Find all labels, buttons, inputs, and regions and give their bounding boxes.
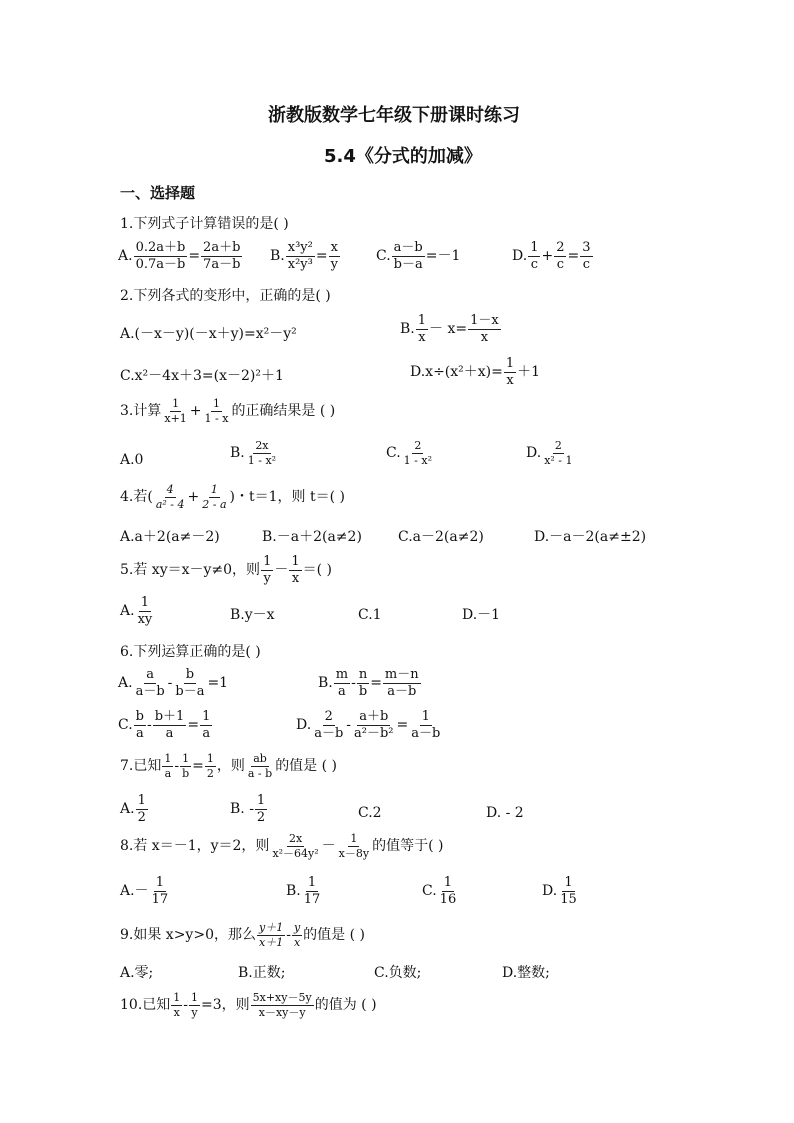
q3-option-c: C. $\frac{2}{\text{1 - x²}}$ [386, 439, 432, 467]
q5-stem: 5.若 xy＝x－y≠0，则 $\frac{1}{y}$ － $\frac{1}{x}$ ＝( ) [120, 554, 332, 586]
q8-option-b: B. $\frac{1}{17}$ [286, 875, 321, 907]
q4-option-b: B.－a＋2(a≠2) [262, 529, 362, 545]
q1-option-b: B. $\frac{\text{x³y²}}{\text{x²y³}}$ = $\frac{x}{y}$ [270, 240, 338, 272]
q9-option-b: B.正数; [238, 965, 286, 981]
q1-stem: 1.下列式子计算错误的是( ) [120, 216, 289, 232]
page-title: 浙教版数学七年级下册课时练习 [268, 105, 520, 126]
section-heading: 一、选择题 [120, 184, 196, 202]
q8-option-c: C. $\frac{1}{16}$ [422, 875, 457, 907]
q8-option-a: A.－ $\frac{1}{17}$ [120, 875, 169, 907]
q4-option-c: C.a－2(a≠2) [398, 529, 484, 545]
q5-option-d: D.－1 [462, 607, 501, 623]
q3-option-b: B. $\frac{2x}{\text{1 - x²}}$ [230, 439, 277, 467]
q4-option-d: D.－a－2(a≠±2) [534, 529, 647, 545]
q6-option-a: A. $\frac{a}{a-b}$ - $\frac{b}{b-a}$ =1 [118, 667, 229, 699]
q6-option-c: C. $\frac{b}{a}$ - $\frac{b+1}{a}$ = $\frac{1}{a}$ [118, 709, 211, 741]
q8-option-d: D. $\frac{1}{15}$ [542, 875, 577, 907]
q9-option-a: A.零; [120, 965, 154, 981]
q7-option-c: C.2 [358, 805, 382, 821]
q5-option-c: C.1 [358, 607, 382, 623]
q1-option-c: C. $\frac{a-b}{b-a}$ =－1 [376, 240, 461, 272]
q4-option-a: A.a＋2(a≠－2) [120, 529, 220, 545]
q8-stem: 8.若 x＝－1，y＝2，则 $\frac{2x}{\text{x²－64y²}}$ － $\frac{1}{x-8y}$ 的值等于( ) [120, 832, 444, 860]
q4-stem: 4.若( $\frac{4}{\text{a² - 4}}$ + $\frac{1}{2 - a}$ )・t＝1，则 t＝( ) [120, 483, 345, 511]
q3-stem: 3.计算 $\frac{1}{x+1}$ + $\frac{1}{1 - x}$ 的正确结果是 ( ) [120, 397, 336, 425]
q6-stem: 6.下列运算正确的是( ) [120, 644, 261, 660]
q2-option-d: D.x÷(x²＋x)= $\frac{1}{x}$ ＋1 [410, 356, 541, 388]
q7-option-a: A. $\frac{1}{2}$ [120, 793, 146, 825]
q7-stem: 7.已知 $\frac{1}{a}$ - $\frac{1}{b}$ = $\frac{1}{2}$ ，则 $\frac{ab}{a - b}$ 的值是 ( ) [120, 752, 338, 780]
q10-stem: 10.已知 $\frac{1}{x}$ - $\frac{1}{y}$ =3，则 $\frac{5x+xy-5y}{x-xy-y}$ 的值为 ( ) [120, 991, 377, 1019]
q5-option-b: B.y－x [230, 607, 275, 623]
q7-option-b: B. - $\frac{1}{2}$ [230, 793, 266, 825]
q9-stem: 9.如果 x>y>0，那么 $\frac{y+1}{x+1}$ - $\frac{y}{x}$ 的值是 ( ) [120, 921, 365, 949]
q3-option-d: D. $\frac{2}{\text{x² - 1}}$ [526, 439, 573, 467]
q2-option-b: B. $\frac{1}{x}$ － x= $\frac{1-x}{x}$ [400, 313, 499, 345]
q9-option-c: C.负数; [374, 965, 422, 981]
page-subtitle: 5.4《分式的加减》 [324, 146, 482, 167]
q1-option-a: A. $\frac{0.2a+b}{0.7a-b}$ = $\frac{2a+b}{7a-b}$ [118, 240, 241, 272]
q7-option-d: D. - 2 [486, 805, 524, 821]
q1-option-d: D. $\frac{1}{c}$ + $\frac{2}{c}$ = $\frac{3}{c}$ [512, 240, 591, 272]
q2-option-c: C.x²－4x＋3=(x－2)²＋1 [120, 368, 284, 384]
q3-option-a: A.0 [120, 452, 144, 468]
q6-option-d: D. $\frac{2}{a-b}$ - $\frac{a+b}{\text{a²－b²}}$ = $\frac{1}{a-b}$ [296, 709, 441, 741]
q6-option-b: B. $\frac{m}{a}$ - $\frac{n}{b}$ = $\frac{m-n}{a-b}$ [318, 667, 419, 699]
q9-option-d: D.整数; [502, 965, 550, 981]
q2-option-a: A.(－x－y)(－x＋y)=x²－y² [120, 326, 297, 342]
q5-option-a: A. $\frac{1}{xy}$ [120, 595, 153, 627]
q2-stem: 2.下列各式的变形中，正确的是( ) [120, 288, 331, 304]
